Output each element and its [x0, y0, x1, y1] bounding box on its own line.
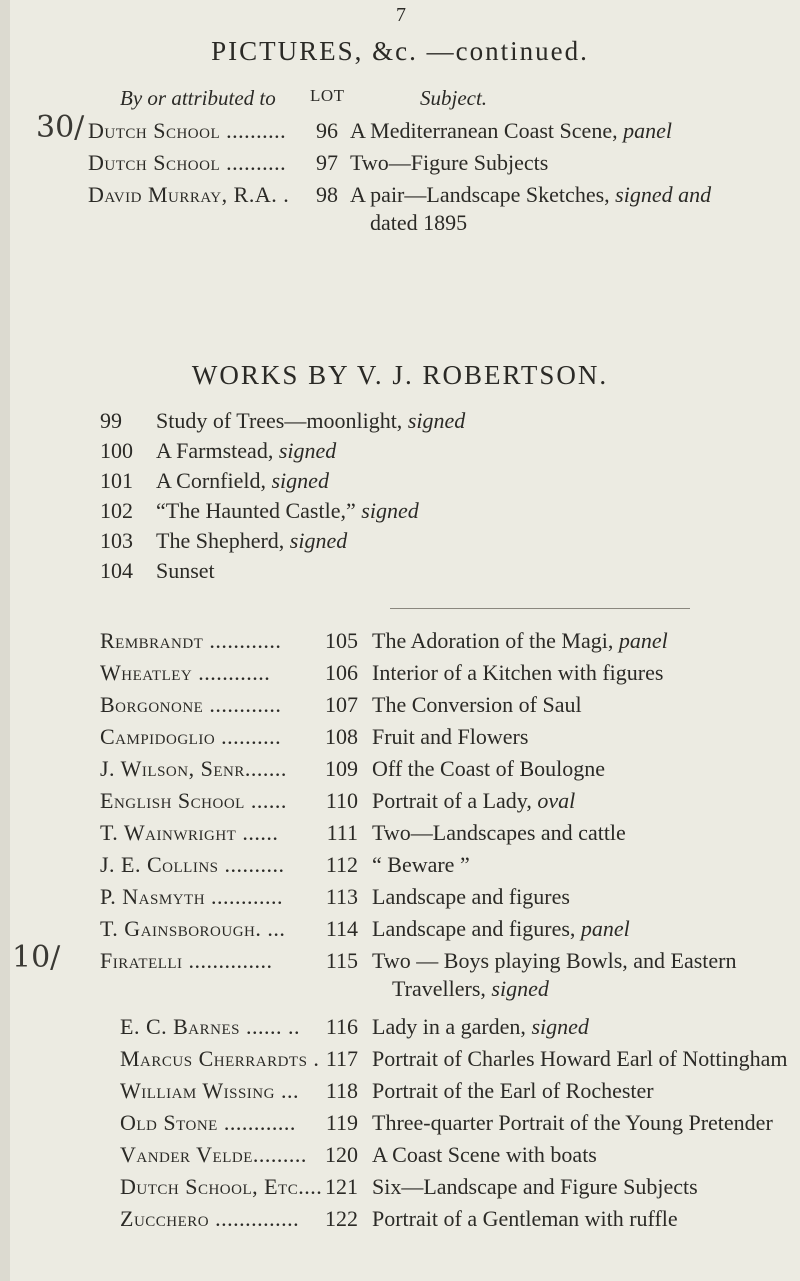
entry-lot: 115	[325, 948, 358, 973]
divider-rule	[390, 608, 690, 609]
entry-attribution: Old Stone ............	[120, 1110, 296, 1135]
entry-subject: Interior of a Kitchen with figures	[372, 660, 664, 685]
entry-subject: Lady in a garden, signed	[372, 1014, 589, 1039]
margin-note-bottom: 10/	[12, 940, 61, 975]
entry-subject: “ Beware ”	[372, 852, 470, 877]
list-item: 101 A Cornfield, signed	[100, 468, 329, 493]
entry-subject-continued: Travellers, signed	[392, 976, 549, 1001]
entry-attribution: Firatelli ..............	[100, 948, 273, 973]
page-number: 7	[396, 4, 406, 26]
entry-lot: 109	[325, 756, 358, 781]
entry-attribution: J. Wilson, Senr.......	[100, 756, 287, 781]
header-subject: Subject.	[420, 86, 488, 110]
entry-lot: 122	[325, 1206, 358, 1231]
entry-subject: Landscape and figures, panel	[372, 916, 630, 941]
entry-subject: Portrait of a Gentleman with ruffle	[372, 1206, 678, 1231]
list-item: 102 “The Haunted Castle,” signed	[100, 498, 419, 523]
entry-attribution: T. Gainsborough. ...	[100, 916, 286, 941]
entry-subject: The Adoration of the Magi, panel	[372, 628, 668, 653]
entry-subject-continued: dated 1895	[370, 210, 468, 235]
entry-lot: 97	[316, 150, 338, 175]
entry-lot: 119	[325, 1110, 358, 1135]
entry-subject: Portrait of the Earl of Rochester	[372, 1078, 654, 1103]
entry-subject: Three-quarter Portrait of the Young Pretender	[372, 1110, 773, 1135]
section-title: WORKS BY V. J. ROBERTSON.	[191, 360, 609, 390]
margin-note-top: 30/	[36, 110, 85, 145]
entry-subject: Off the Coast of Boulogne	[372, 756, 606, 781]
entry-lot: 106	[325, 660, 358, 685]
entry-subject: The Conversion of Saul	[372, 692, 582, 717]
entry-attribution: J. E. Collins ..........	[100, 852, 285, 877]
entry-subject: Two—Landscapes and cattle	[372, 820, 626, 845]
entry-lot: 98	[316, 182, 338, 207]
entry-subject: A Mediterranean Coast Scene, panel	[350, 118, 672, 143]
entry-attribution: P. Nasmyth ............	[100, 884, 284, 909]
entry-attribution: Dutch School ..........	[88, 150, 287, 175]
entry-attribution: English School ......	[100, 788, 287, 813]
entry-subject: Six—Landscape and Figure Subjects	[372, 1174, 698, 1199]
entry-subject: A pair—Landscape Sketches, signed and	[350, 182, 712, 207]
entry-lot: 120	[325, 1142, 358, 1167]
page-title: PICTURES, &c. —continued.	[211, 36, 589, 66]
entry-subject: Two—Figure Subjects	[350, 150, 549, 175]
entry-lot: 118	[325, 1078, 358, 1103]
entry-attribution: Rembrandt ............	[100, 628, 282, 653]
header-lot: LOT	[310, 86, 345, 105]
entry-subject: Two — Boys playing Bowls, and Eastern	[372, 948, 737, 973]
entry-subject: A Coast Scene with boats	[372, 1142, 597, 1167]
entry-lot: 121	[325, 1174, 358, 1199]
entry-lot: 96	[316, 118, 338, 143]
entry-subject: Portrait of Charles Howard Earl of Nottingham	[372, 1046, 788, 1071]
entry-attribution: Dutch School, Etc....	[120, 1174, 323, 1199]
entry-attribution: Marcus Cherrardts .	[120, 1046, 320, 1071]
entry-lot: 113	[325, 884, 358, 909]
entry-attribution: Campidoglio ..........	[100, 724, 282, 749]
entry-attribution: Vander Velde.........	[120, 1142, 307, 1167]
entry-lot: 112	[325, 852, 358, 877]
list-item: 104 Sunset	[100, 558, 215, 583]
entry-subject: Fruit and Flowers	[372, 724, 529, 749]
list-item: 103 The Shepherd, signed	[100, 528, 348, 553]
entry-attribution: Zucchero ..............	[120, 1206, 300, 1231]
entry-lot: 117	[325, 1046, 358, 1071]
entry-lot: 110	[325, 788, 358, 813]
entry-attribution: Dutch School ..........	[88, 118, 287, 143]
entry-lot: 111	[326, 820, 358, 845]
entry-lot: 114	[325, 916, 358, 941]
entry-lot: 108	[325, 724, 358, 749]
entry-attribution: T. Wainwright ......	[100, 820, 279, 845]
entry-attribution: E. C. Barnes ...... ..	[120, 1014, 300, 1039]
entry-lot: 107	[325, 692, 358, 717]
entry-subject: Landscape and figures	[372, 884, 570, 909]
entry-lot: 105	[325, 628, 358, 653]
header-attributed: By or attributed to	[120, 86, 276, 110]
page-edge	[0, 0, 10, 1281]
entry-attribution: Wheatley ............	[100, 660, 271, 685]
entry-attribution: Borgonone ............	[100, 692, 282, 717]
list-item: 99 Study of Trees—moonlight, signed	[100, 408, 466, 433]
entry-attribution: David Murray, R.A. .	[88, 182, 290, 207]
list-item: 100 A Farmstead, signed	[100, 438, 337, 463]
entry-attribution: William Wissing ...	[120, 1078, 299, 1103]
entry-subject: Portrait of a Lady, oval	[372, 788, 576, 813]
entry-lot: 116	[325, 1014, 358, 1039]
